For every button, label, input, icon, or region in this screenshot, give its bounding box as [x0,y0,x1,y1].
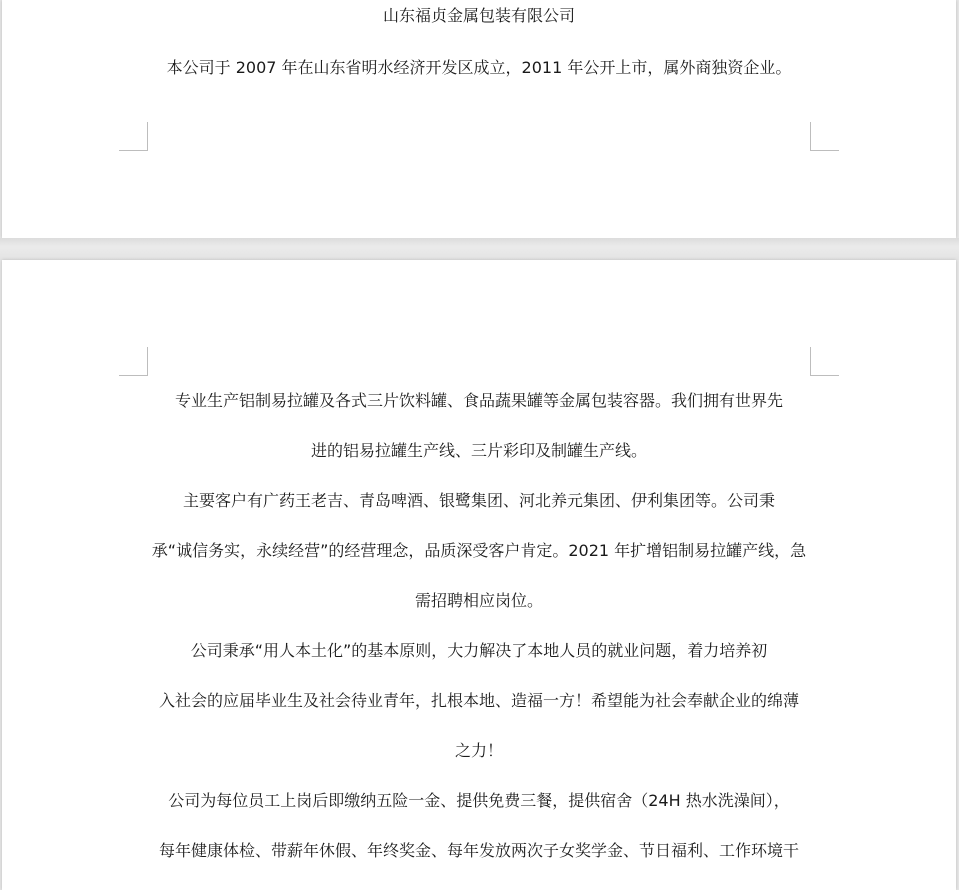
body-line-2: 进的铝易拉罐生产线、三片彩印及制罐生产线。 [310,441,647,460]
body-line-9: 公司为每位员工上岗后即缴纳五险一金、提供免费三餐，提供宿舍（24H 热水洗澡间）， [168,791,790,810]
intro-paragraph: 本公司于 2007 年在山东省明水经济开发区成立，2011 年公开上市，属外商独资企业。 [166,58,792,77]
body-line-10: 每年健康体检、带薪年休假、年终奖金、每年发放两次子女奖学金、节日福利、工作环境干 [158,841,799,860]
document-page-2 [2,260,956,890]
body-line-1: 专业生产铝制易拉罐及各式三片饮料罐、食品蔬果罐等金属包装容器。我们拥有世界先 [174,391,783,410]
document-page-1 [2,0,956,238]
body-line-5: 需招聘相应岗位。 [414,591,543,610]
body-line-7: 入社会的应届毕业生及社会待业青年，扎根本地、造福一方！希望能为社会奉献企业的绵薄 [158,691,799,710]
body-line-3: 主要客户有广药王老吉、青岛啤酒、银鹭集团、河北养元集团、伊利集团等。公司秉 [182,491,775,510]
margin-marker-bottom-left [119,122,148,151]
body-line-6: 公司秉承“用人本土化”的基本原则，大力解决了本地人员的就业问题，着力培养初 [190,641,768,660]
body-line-8: 之力！ [454,741,503,760]
margin-marker-top-right [810,347,839,376]
margin-marker-top-left [119,347,148,376]
margin-marker-bottom-right [810,122,839,151]
body-line-4: 承“诚信务实，永续经营”的经营理念，品质深受客户肯定。2021 年扩增铝制易拉罐产线，急 [151,541,807,560]
page-gap [0,238,959,260]
company-title: 山东福贞金属包装有限公司 [382,6,575,25]
